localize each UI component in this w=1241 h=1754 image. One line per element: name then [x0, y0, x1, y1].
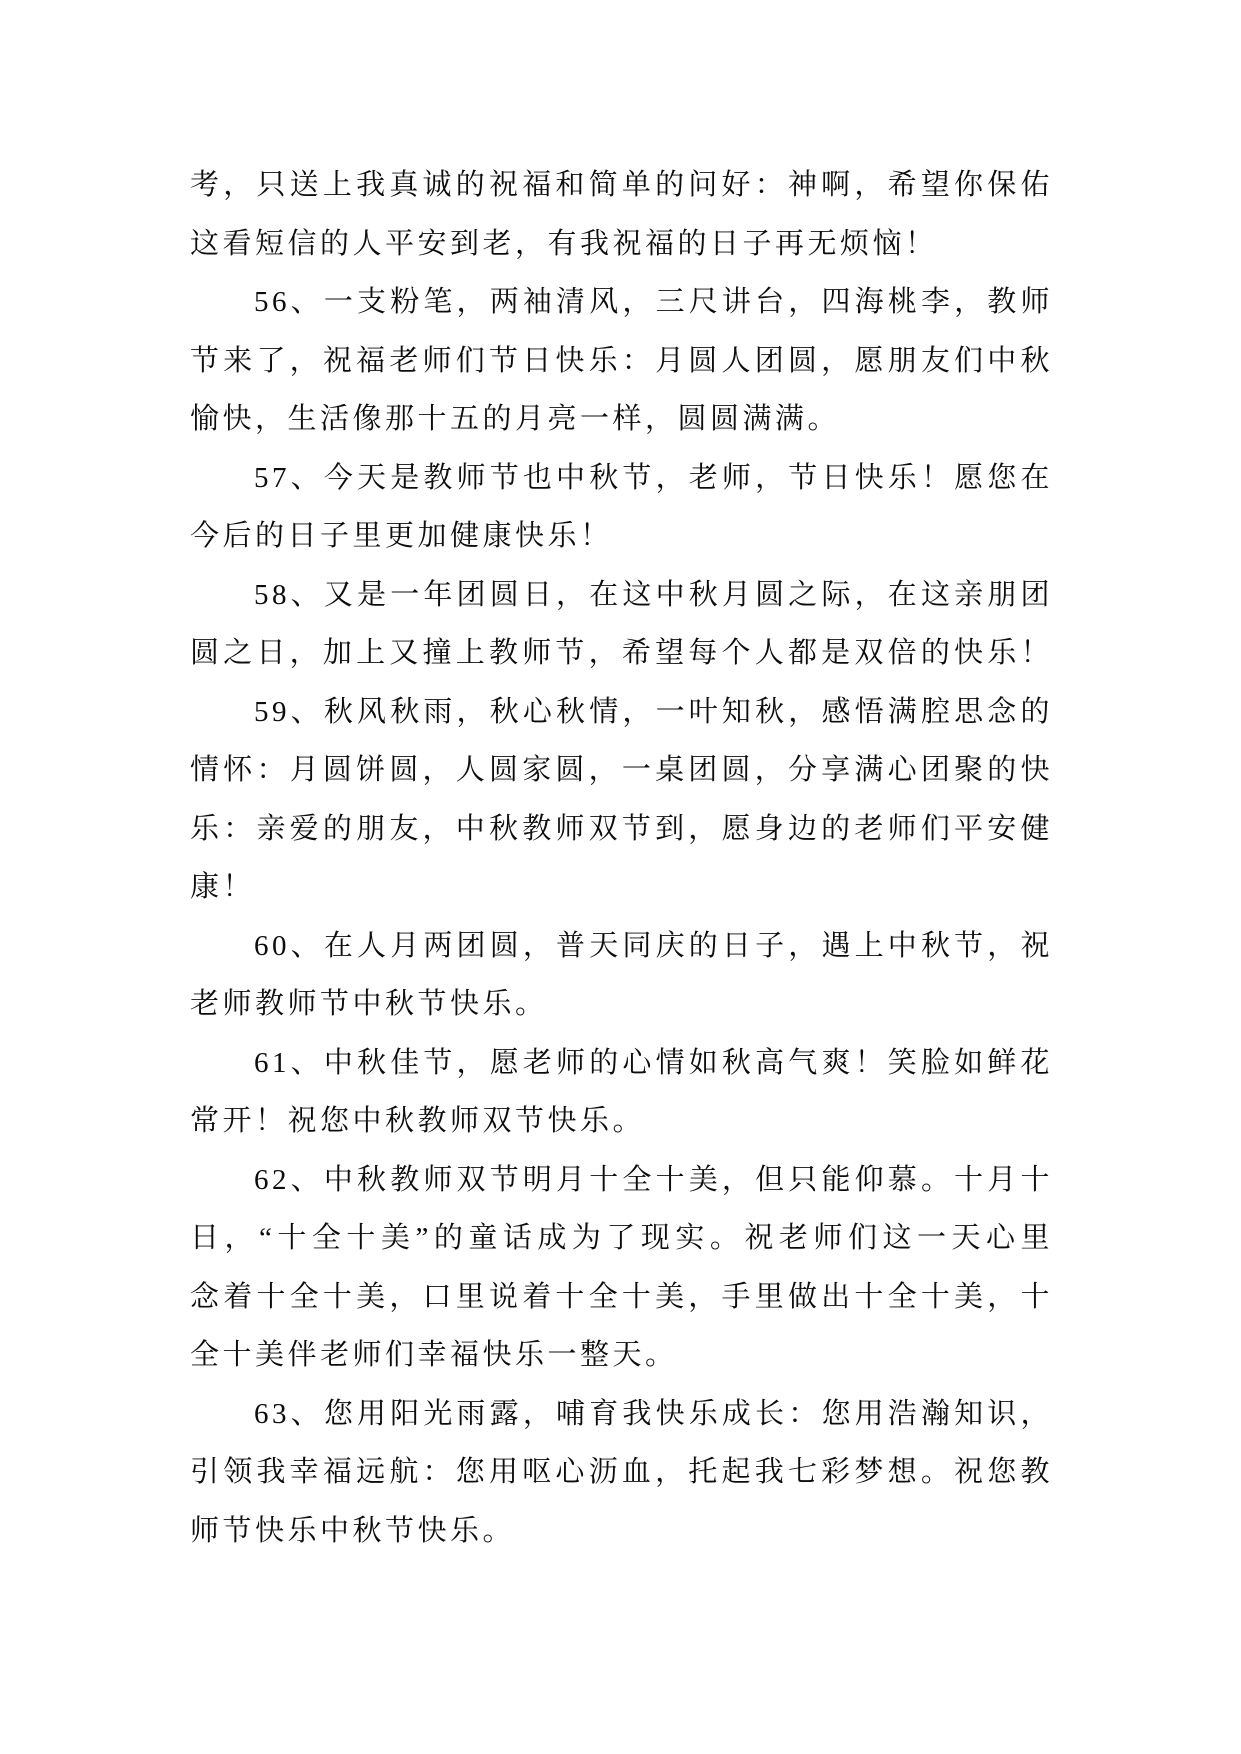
paragraph-item-56	[190, 273, 1053, 449]
text-line: 60、在人月两团圆，普天同庆的日子，遇上中秋节，祝	[254, 929, 1053, 962]
text-line: 圆之日，加上又撞上教师节，希望每个人都是双倍的快乐！	[190, 637, 1053, 669]
text-line: 引领我幸福远航：您用呕心沥血，托起我七彩梦想。祝您教	[190, 1456, 1053, 1488]
paragraph-item-61	[190, 1034, 1053, 1151]
text-line: 58、又是一年团圆日，在这中秋月圆之际，在这亲朋团	[254, 578, 1053, 611]
text-line: 57、今天是教师节也中秋节，老师，节日快乐！愿您在	[254, 461, 1053, 494]
document-body	[190, 156, 1053, 1560]
text-line: 常开！祝您中秋教师双节快乐。	[190, 1105, 646, 1137]
text-line: 念着十全十美，口里说着十全十美，手里做出十全十美，十	[190, 1280, 1053, 1313]
paragraph-item-57	[190, 449, 1053, 566]
text-line: 情怀：月圆饼圆，人圆家圆，一桌团圆，分享满心团聚的快	[190, 754, 1053, 786]
text-line: 愉快，生活像那十五的月亮一样，圆圆满满。	[190, 403, 841, 435]
text-line: 全十美伴老师们幸福快乐一整天。	[190, 1339, 678, 1371]
text-line: 师节快乐中秋节快乐。	[190, 1514, 516, 1547]
text-line: 节来了，祝福老师们节日快乐：月圆人团圆，愿朋友们中秋	[190, 344, 1053, 377]
paragraph-item-62	[190, 1151, 1053, 1385]
text-line: 这看短信的人平安到老，有我祝福的日子再无烦恼！	[190, 227, 938, 260]
text-line: 56、一支粉笔，两袖清风，三尺讲台，四海桃李，教师	[254, 286, 1053, 318]
text-line: 63、您用阳光雨露，哺育我快乐成长：您用浩瀚知识，	[254, 1397, 1053, 1430]
text-line: 62、中秋教师双节明月十全十美，但只能仰慕。十月十	[254, 1163, 1053, 1196]
text-line: 61、中秋佳节，愿老师的心情如秋高气爽！笑脸如鲜花	[254, 1046, 1053, 1079]
text-line: 今后的日子里更加健康快乐！	[190, 520, 613, 552]
paragraph-item-63	[190, 1385, 1053, 1561]
paragraph-item-59	[190, 683, 1053, 917]
paragraph-item-60	[190, 917, 1053, 1034]
text-line: 康！	[190, 871, 256, 903]
text-line: 乐：亲爱的朋友，中秋教师双节到，愿身边的老师们平安健	[190, 812, 1053, 845]
text-line: 59、秋风秋雨，秋心秋情，一叶知秋，感悟满腔思念的	[254, 695, 1053, 728]
text-line: 考，只送上我真诚的祝福和简单的问好：神啊，希望你保佑	[190, 169, 1053, 201]
paragraph-item-58	[190, 566, 1053, 683]
text-line: 老师教师节中秋节快乐。	[190, 988, 548, 1020]
paragraph-continued	[190, 156, 1053, 273]
text-line: 日，“十全十美”的童话成为了现实。祝老师们这一天心里	[190, 1222, 1053, 1254]
